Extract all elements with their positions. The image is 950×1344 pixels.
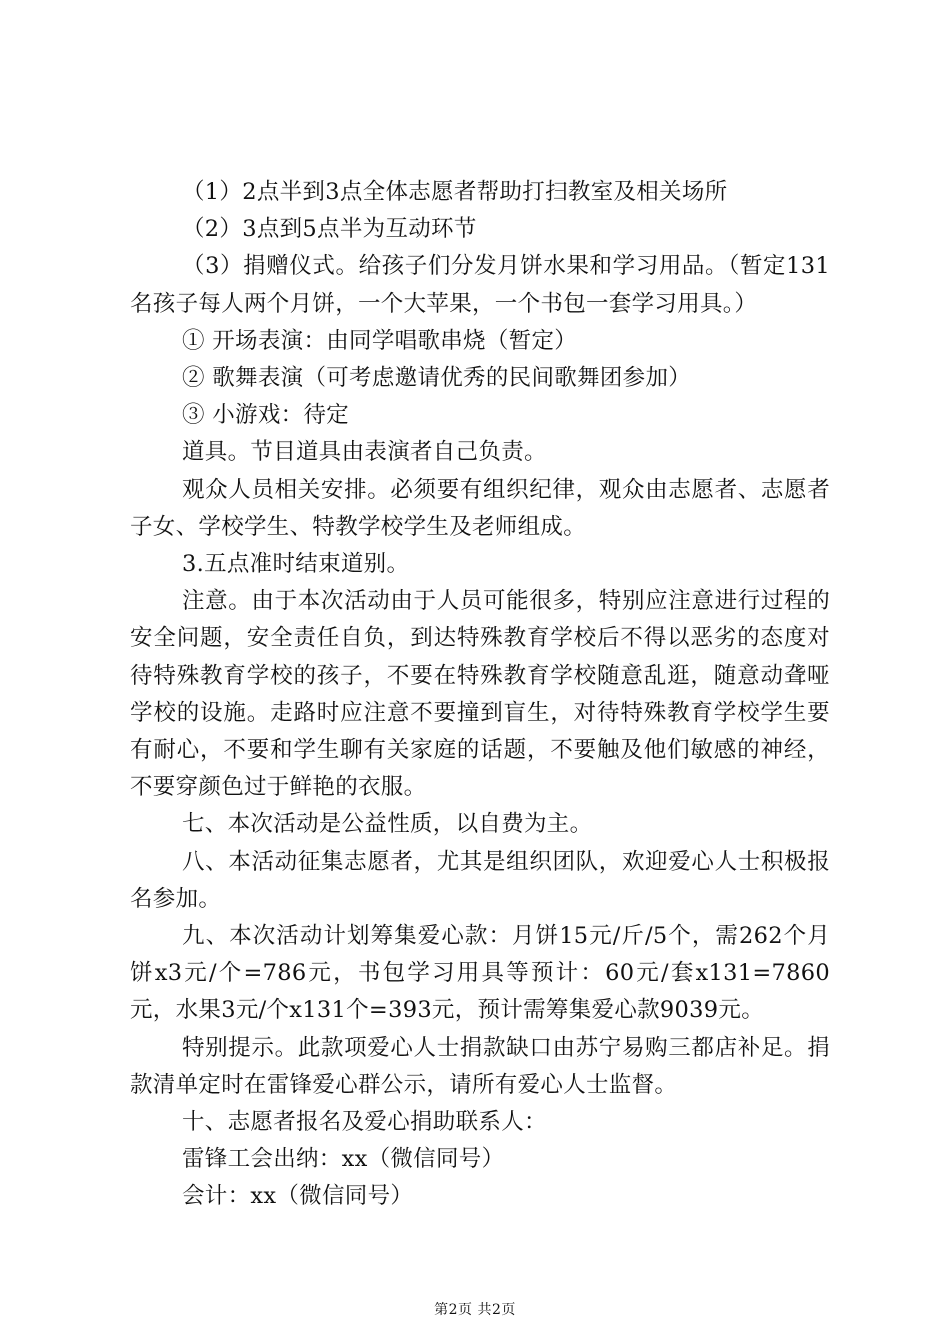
paragraph-schedule-1: （1）2点半到3点全体志愿者帮助打扫教室及相关场所 xyxy=(182,179,728,205)
paragraph-section-10: 十、志愿者报名及爱心捐助联系人： xyxy=(182,1109,547,1136)
paragraph-props: 道具。节目道具由表演者自己负责。 xyxy=(182,439,547,466)
paragraph-ending: 3.五点准时结束道别。 xyxy=(182,551,410,578)
paragraph-cashier-contact: 雷锋工会出纳：xx（微信同号） xyxy=(182,1146,505,1173)
paragraph-dance-show: ② 歌舞表演（可考虑邀请优秀的民间歌舞团参加） xyxy=(182,365,692,392)
paragraph-accountant-contact: 会计：xx（微信同号） xyxy=(182,1183,414,1210)
page-footer xyxy=(0,1300,950,1320)
paragraph-section-8: 八、本活动征集志愿者，尤其是组织团队，欢迎爱心人士积极报名参加。 xyxy=(130,848,830,912)
paragraph-schedule-2: （2）3点到5点半为互动环节 xyxy=(182,216,477,243)
paragraph-mini-game: ③ 小游戏：待定 xyxy=(182,402,350,429)
paragraph-special-note: 特别提示。此款项爱心人士捐款缺口由苏宁易购三都店补足。捐款清单定时在雷锋爱心群公示，请所有爱心人士监督。 xyxy=(130,1034,830,1098)
paragraph-opening-show: ① 开场表演：由同学唱歌串烧（暂定） xyxy=(182,327,578,354)
paragraph-section-7: 七、本次活动是公益性质，以自费为主。 xyxy=(182,811,593,838)
paragraph-schedule-3: （3）捐赠仪式。给孩子们分发月饼水果和学习用品。（暂定131名孩子每人两个月饼，一个大苹果，一个书包一套学习用具。） xyxy=(130,253,830,317)
paragraph-notice: 注意。由于本次活动由于人员可能很多，特别应注意进行过程的安全问题，安全责任自负，到达特殊教育学校后不得以恶劣的态度对待特殊教育学校的孩子，不要在特殊教育学校随意乱逛，随意动聋哑学校的设施。走路时应注意不要撞到盲生，对待特殊教育学校学生要有耐心，不要和学生聊有关家庭的话题，不要触及他们敏感的神经，不要穿颜色过于鲜艳的衣服。 xyxy=(130,588,830,801)
page-number-label: 第2页 共2页 xyxy=(434,1302,516,1318)
paragraph-section-9: 九、本次活动计划筹集爱心款：月饼15元/斤/5个，需262个月饼x3元/个=786元，书包学习用具等预计：60元/套x131=7860元，水果3元/个x131个=393元，预计需筹集爱心款9039元。 xyxy=(130,923,830,1024)
document-body xyxy=(130,174,830,1216)
paragraph-audience: 观众人员相关安排。必须要有组织纪律，观众由志愿者、志愿者子女、学校学生、特教学校学生及老师组成。 xyxy=(130,476,830,540)
